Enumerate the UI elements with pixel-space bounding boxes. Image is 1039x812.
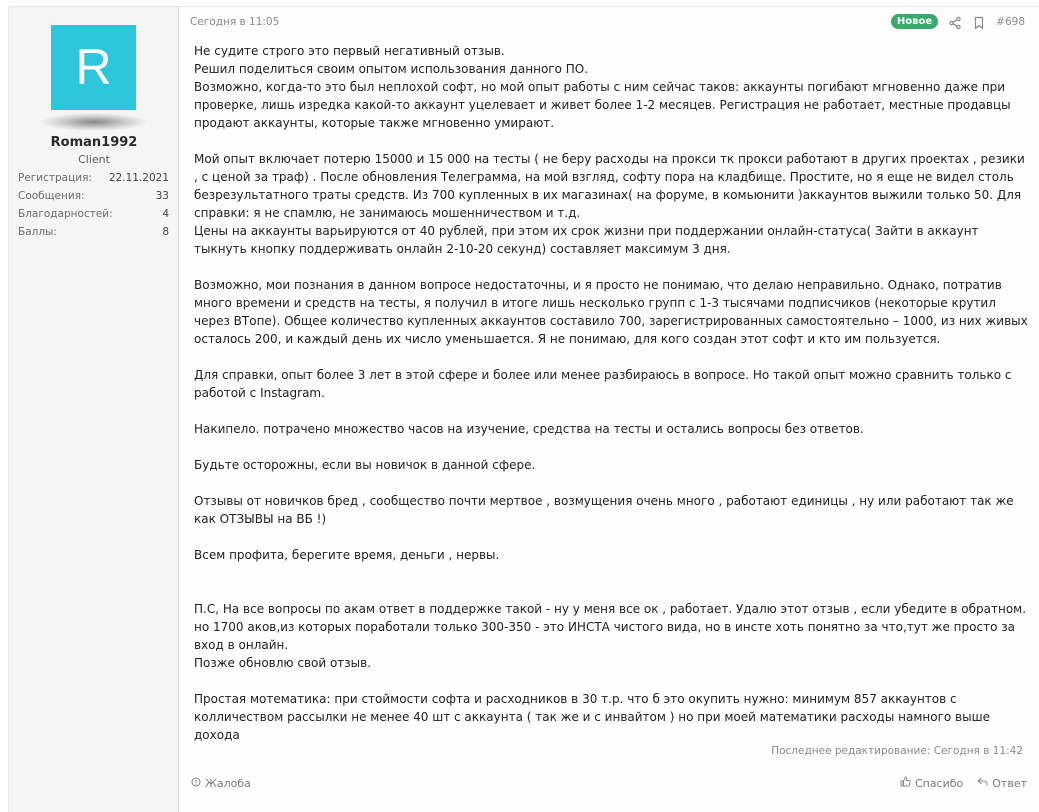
stat-label: Регистрация:	[18, 172, 92, 184]
post-body	[194, 42, 1029, 744]
post-number[interactable]: #698	[996, 15, 1025, 28]
report-button[interactable]	[191, 777, 251, 790]
user-sidebar	[9, 7, 179, 812]
post-paragraph: Не судите строго это первый негативный отзыв. Решил поделиться своим опытом использования данного ПО. Возможно, когда-то это был неплохой софт, но мой опыт работы с ним сейчас таков: аккаунты погибают мгновенно даже при проверке, лишь изредка какой-то аккаунт уцелевает и живет более 1-2 месяцев. Регистрация не работает, местные продавцы продают аккаунты, которые также мгновенно умирают.	[194, 44, 1011, 130]
report-icon	[191, 777, 201, 790]
post-paragraph: Всем профита, берегите время, деньги , нервы.	[194, 548, 500, 562]
share-icon[interactable]	[948, 15, 962, 29]
reply-icon	[977, 776, 988, 790]
post-header-actions	[891, 14, 1025, 29]
footer-actions	[900, 776, 1027, 790]
post-date[interactable]: Сегодня в 11:05	[190, 16, 280, 28]
post-paragraph: Отзывы от новичков бред , сообщество почти мертвое , возмущения очень много , работают единицы , ну или работают так же как ОТЗЫВЫ на ВБ !)	[194, 494, 1014, 526]
post-paragraph: Накипело. потрачено множество часов на изучение, средства на тесты и остались вопросы без ответов.	[194, 422, 864, 436]
last-edited: Последнее редактирование: Сегодня в 11:42	[771, 745, 1023, 757]
post-footer	[179, 771, 1039, 795]
stat-label: Благодарностей:	[18, 208, 113, 220]
post-paragraph: Для справки, опыт более 3 лет в этой сфере и более или менее разбираюсь в вопросе. Но такой опыт можно сравнить только с работой с Instagram.	[194, 368, 1012, 400]
report-label: Жалоба	[205, 776, 251, 790]
forum-post	[8, 6, 1039, 812]
like-label: Спасибо	[914, 776, 964, 790]
post-paragraph: П.С, На все вопросы по акам ответ в поддержке такой - ну у меня все ок , работает. Удалю этот отзыв , если убедите в обратном. но 1700 аков,из которых поработали только 300-350 - это ИНСТА чистого вида, но в инсте хоть понятно за что,тут же просто за вход в онлайн. Позже обновлю свой отзыв.	[194, 602, 1027, 670]
stat-value: 4	[162, 208, 169, 220]
reply-label: Ответ	[992, 776, 1027, 790]
stat-label: Баллы:	[18, 226, 57, 238]
user-title: Client	[78, 153, 110, 166]
stat-label: Сообщения:	[18, 190, 85, 202]
stat-thanks	[18, 205, 169, 223]
stat-messages	[18, 187, 169, 205]
stat-value: 33	[155, 190, 169, 202]
new-badge: Новое	[891, 14, 938, 29]
bookmark-icon[interactable]	[972, 15, 986, 29]
thumbs-up-icon	[900, 776, 911, 790]
like-button[interactable]	[900, 776, 963, 790]
post-paragraph: Мой опыт включает потерю 15000 и 15 000 на тесты ( не беру расходы на прокси тк прокси работают в других проектах , резики , с ценой за траф) . После обновления Телеграмма, на мой взгляд, софту пора на кладбище. Простите, но я еще не видел столь безрезультатного траты средств. Из 700 купленных в их магазинах( на форуме, в комьюнити )аккаунтов выжили только 50. Для справки: я не спамлю, не занимаюсь мошенничеством и т.д. Цены на аккаунты варьируются от 40 рублей, при этом их срок жизни при поддержании онлайн-статуса( Зайти в аккаунт тыкнуть кнопку поддерживать онлайн 2-10-20 секунд) составляет максимум 3 дня.	[194, 152, 1025, 256]
stat-value: 22.11.2021	[108, 172, 169, 184]
post-paragraph: Возможно, мои познания в данном вопросе недостаточны, и я просто не понимаю, что делаю неправильно. Однако, потратив много времени и средств на тесты, я получил в итоге лишь несколько групп с 1-3 тысячами подписчиков (некоторые крутил через ВТопе). Общее количество купленных аккаунтов составило 700, зарегистрированных самостоятельно – 1000, из них живых осталось 200, и каждый день их число уменьшается. Я не понимаю, для кого создан этот софт и кто им пользуется.	[194, 278, 1028, 346]
avatar-shadow	[41, 113, 147, 131]
reply-button[interactable]	[977, 776, 1027, 790]
stat-registration	[18, 169, 169, 187]
user-stats	[18, 169, 169, 241]
stat-value: 8	[162, 226, 169, 238]
stat-points	[18, 223, 169, 241]
post-paragraph: Простая мотематика: при стоймости софта и расходников в 30 т.р. что б это окупить нужно: минимум 857 аккаунтов с колличеством рассылки не менее 40 шт с аккаунта ( так же и с инвайтом ) но при моей математики расходы намного выше дохода	[194, 692, 990, 742]
avatar[interactable]: R	[51, 25, 136, 110]
post-main	[179, 7, 1039, 812]
username[interactable]: Roman1992	[50, 135, 138, 150]
post-paragraph: Будьте осторожны, если вы новичок в данной сфере.	[194, 458, 536, 472]
